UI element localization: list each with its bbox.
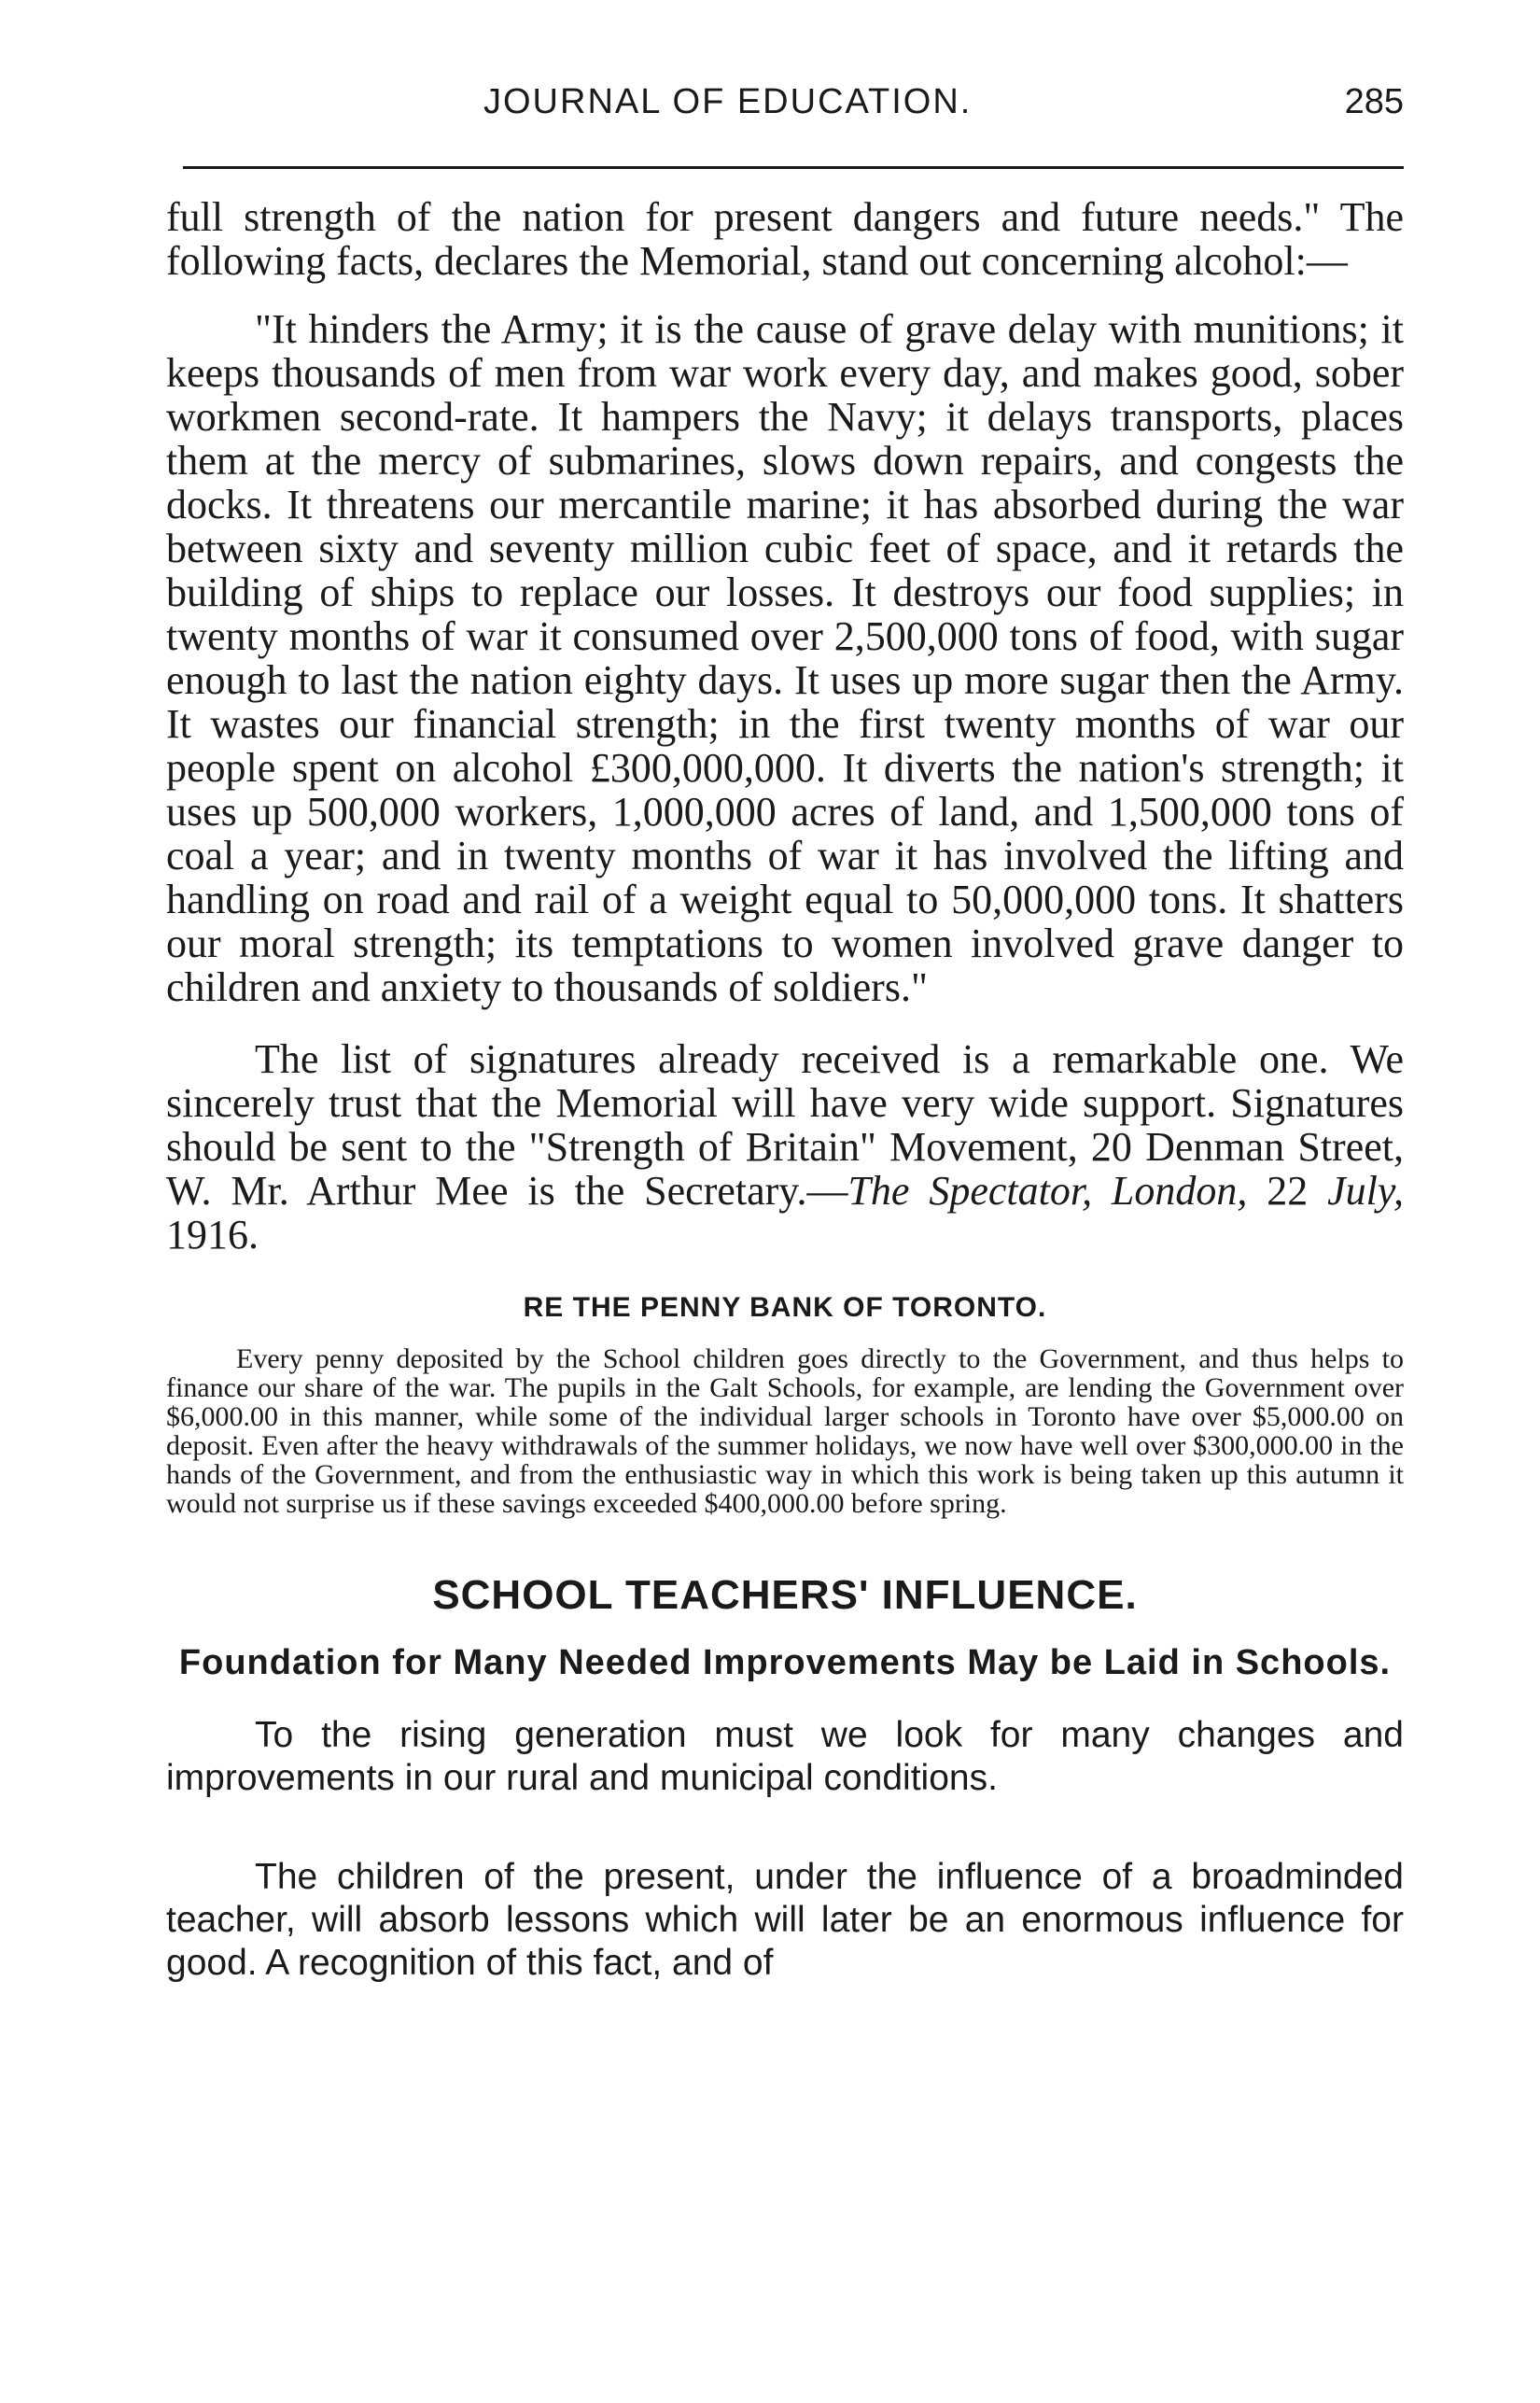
running-header [166, 82, 1404, 138]
journal-page [166, 82, 1404, 1985]
source-day: 22 [1247, 1168, 1328, 1214]
source-year: 1916. [166, 1212, 259, 1258]
teachers-subheadline: Foundation for Many Needed Improvements May be Laid in Schools. [178, 1643, 1392, 1682]
page-number: 285 [1344, 82, 1404, 121]
source-month: July, [1327, 1168, 1404, 1214]
closing-paragraph [166, 1037, 1404, 1257]
journal-title: JOURNAL OF EDUCATION. [483, 82, 973, 121]
teachers-paragraph-2: The children of the present, under the influence of a broadminded teacher, will absorb lessons which will later be an enormous influence for good. A recognition of this fact, and of [166, 1857, 1404, 1983]
lead-paragraph: full strength of the nation for present dangers and future needs." The following facts, declares the Memorial, stand out concerning alcohol:— [166, 194, 1404, 284]
source-publication: The Spectator, London, [847, 1168, 1248, 1214]
teachers-headline: SCHOOL TEACHERS' INFLUENCE. [432, 1572, 1138, 1618]
memorial-quote: "It hinders the Army; it is the cause of grave delay with munitions; it keeps thousands of men from war work every day, and makes good, sober workmen second-rate. It hampers the Navy; it delays transports, places them at the mercy of submarines, slows down repairs, and congests the docks. It threatens our mercantile marine; it has absorbed during the war between sixty and seventy million cubic feet of space, and it retards the building of ships to replace our losses. It destroys our food supplies; in twenty months of war it consumed over 2,500,000 tons of food, with sugar enough to last the nation eighty days. It uses up more sugar then the Army. It wastes our financial strength; in the first twenty months of war our people spent on alcohol £300,000,000. It diverts the nation's strength; it uses up 500,000 workers, 1,000,000 acres of land, and 1,500,000 tons of coal a year; and in twenty months of war it has involved the lifting and handling on road and rail of a weight equal to 50,000,000 tons. It shatters our moral strength; its temptations to women involved grave danger to children and anxiety to thousands of soldiers." [166, 306, 1404, 1010]
closing-text: The list of signatures already received is a remarkable one. We sincerely trust that the Memorial will have very wide support. Signatures should be sent to the "Strength of Britain" Movement, 20 Denman Street, W. Mr. Arthur Mee is the Secretary.— [166, 1036, 1404, 1214]
header-rule [183, 166, 1404, 169]
penny-bank-heading: RE THE PENNY BANK OF TORONTO. [523, 1292, 1047, 1323]
penny-bank-body: Every penny deposited by the School children goes directly to the Government, and thus helps to finance our share of the war. The pupils in the Galt Schools, for example, are lending the Government over $6,000.00 in this manner, while some of the individual larger schools in Toronto have over $5,000.00 on deposit. Even after the heavy withdrawals of the summer holidays, we now have well over $300,000.00 in the hands of the Government, and from the enthusiastic way in which this work is being taken up this autumn it would not surprise us if these savings exceeded $400,000.00 before spring. [166, 1343, 1404, 1519]
teachers-paragraph-1: To the rising generation must we look for many changes and improvements in our rural and municipal conditions. [166, 1715, 1404, 1798]
